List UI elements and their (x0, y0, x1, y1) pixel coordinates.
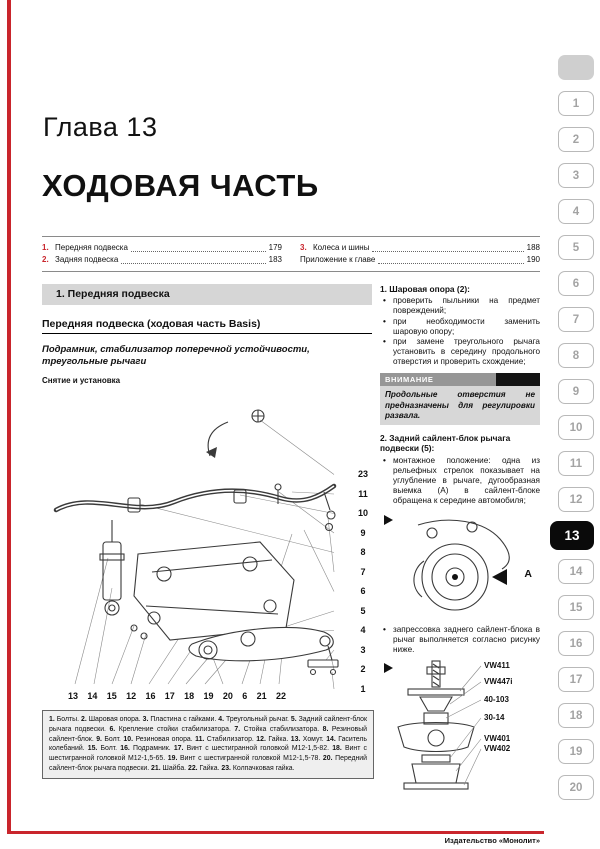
chapter-tab-1[interactable]: 1 (558, 91, 594, 116)
caption-part: 11. Стабилизатор. (195, 735, 257, 743)
caption-part-number: 4. (218, 716, 225, 723)
warning-text: Продольные отверстия не предназначены для регулировки развала. (380, 386, 540, 425)
figure-marker-icon (384, 515, 393, 525)
diagram-callout-22: 22 (275, 691, 286, 701)
bullet-marker-icon: • (383, 624, 386, 634)
diagram-callout-2: 2 (360, 664, 366, 674)
tool-label: VW402 (484, 744, 511, 754)
step2-bullets-after (380, 625, 540, 656)
direction-arrow-icon (492, 569, 507, 585)
diagram-callout-11: 11 (358, 488, 368, 499)
chapter-tab-8[interactable]: 8 (558, 343, 594, 368)
tool-labels (484, 661, 538, 753)
bullet-marker-icon: • (383, 296, 386, 306)
diagram-callout-7: 7 (360, 566, 366, 577)
step-title: 1. Шаровая опора (2): (380, 284, 470, 294)
section-header: 1. Передняя подвеска (42, 284, 372, 305)
chapter-tab-19[interactable]: 19 (558, 739, 594, 764)
toc-entry-page: 190 (526, 255, 540, 264)
chapter-tab-ghost[interactable] (558, 55, 594, 80)
caption-part-number: 6. (109, 725, 116, 733)
caption-part: 18. Винт с шестигранной головкой М12-1,5-65. (49, 745, 367, 763)
caption-part-number: 2. (80, 716, 87, 723)
procedure-title: Снятие и установка (42, 376, 121, 385)
caption-part: 12. Гайка. (256, 735, 291, 743)
chapter-tab-17[interactable]: 17 (558, 667, 594, 692)
chapter-tab-18[interactable]: 18 (558, 703, 594, 728)
bullet-text: монтажное положение: одна из рельефных стрелок показывает на углубление в рычаге, дугообразная выемка (А) в сайлент-блоке обращена к середине автомобиля; (393, 455, 540, 506)
page-title: ХОДОВАЯ ЧАСТЬ (42, 168, 319, 203)
caption-part-number: 12. (256, 735, 266, 743)
caption-part: 2. Шаровая опора. (80, 716, 143, 723)
toc-entry[interactable] (42, 242, 282, 254)
diagram-callout-23: 23 (357, 469, 368, 479)
bullet-text: при необходимости заменить шаровую опору; (393, 316, 540, 336)
caption-part-number: 14. (326, 735, 336, 743)
caption-part-number: 18. (332, 745, 342, 753)
step1-bullets (380, 296, 540, 367)
diagram-callout-9: 9 (360, 527, 366, 538)
toc-entry[interactable] (42, 254, 282, 266)
silent-block-figure (380, 511, 540, 623)
step2-bullets (380, 456, 540, 507)
diagram-callout-19: 19 (203, 691, 214, 701)
instruction-bullet (380, 625, 540, 656)
publisher-note: Издательство «Монолит» (444, 836, 540, 845)
caption-part-number: 23. (221, 764, 231, 772)
caption-part-number: 3. (142, 716, 149, 723)
toc-entry[interactable] (300, 242, 540, 254)
caption-part: 10. Резиновая опора. (123, 735, 196, 743)
caption-part-number: 20. (322, 755, 333, 763)
chapter-tab-11[interactable]: 11 (558, 451, 594, 476)
chapter-tab-7[interactable]: 7 (558, 307, 594, 332)
diagram-callout-18: 18 (184, 691, 195, 701)
diagram-callout-15: 15 (106, 691, 117, 701)
toc-entry-page: 179 (268, 243, 282, 252)
diagram-callout-20: 20 (222, 691, 233, 701)
diagram-callout-8: 8 (360, 547, 366, 557)
toc-entry[interactable] (300, 254, 540, 266)
bullet-text: при замене треугольного рычага установить в середину продольного отверстия и проверить схождение; (393, 336, 540, 367)
diagram-callouts-right (354, 470, 372, 694)
toc-leader-dots (372, 251, 523, 252)
caption-part: 17. Винт с шестигранной головкой М12-1,5-82. (173, 745, 333, 753)
tool-label: 30-14 (484, 713, 505, 723)
step-title: 2. Задний сайлент-блок рычага подвески (5): (380, 433, 511, 454)
diagram-callout-3: 3 (360, 644, 366, 655)
diagram-callouts-bottom (68, 691, 286, 701)
figure-marker-icon (384, 663, 393, 673)
warning-header-block (496, 373, 540, 386)
toc-entry-number: 2. (42, 255, 49, 264)
toc-entry-page: 183 (268, 255, 282, 264)
diagram-callout-10: 10 (357, 508, 368, 518)
caption-part: 6. Крепление стойки стабилизатора. (109, 725, 235, 733)
chapter-tab-5[interactable]: 5 (558, 235, 594, 260)
caption-part: 13. Хомут. (290, 735, 327, 743)
diagram-callout-5: 5 (360, 605, 366, 616)
toc-leader-dots (378, 263, 523, 264)
toc-entry-label: Задняя подвеска (55, 255, 119, 264)
caption-part: 5. Задний сайлент-блок рычага подвески. (49, 716, 367, 733)
table-of-contents (42, 236, 540, 272)
diagram-callout-6: 6 (242, 691, 248, 701)
caption-part: 19. Винт с шестигранной головкой М12-1,5-78. (167, 755, 323, 763)
instruction-bullet (380, 296, 540, 316)
caption-part: 23. Колпачковая гайка. (221, 764, 295, 772)
diagram-callout-4: 4 (360, 625, 366, 635)
caption-part-number: 8. (322, 725, 329, 733)
caption-part-number: 22. (188, 764, 198, 772)
caption-part: 20. Передний сайлент-блок рычага подвески. (49, 755, 367, 772)
arrow-label: A (524, 567, 532, 580)
caption-part-number: 5. (290, 716, 297, 723)
bullet-marker-icon: • (383, 316, 386, 326)
chapter-heading: Глава 13 (43, 112, 158, 142)
press-tools-figure (380, 659, 540, 791)
caption-part: 21. Шайба. (151, 764, 189, 772)
tool-label: VW411 (484, 661, 510, 671)
caption-part-number: 7. (234, 725, 241, 733)
front-suspension-diagram (42, 392, 347, 704)
page-accent-bottom-bar (7, 831, 544, 834)
chapter-tab-2[interactable]: 2 (558, 127, 594, 152)
diagram-caption (42, 710, 374, 779)
toc-leader-dots (131, 251, 266, 252)
caption-part-number: 19. (167, 755, 178, 763)
caption-part: 8. Резиновый сайлент-блок. (49, 725, 367, 743)
caption-part-number: 15. (87, 745, 98, 753)
caption-part-number: 17. (173, 745, 184, 753)
toc-column-left (42, 242, 282, 266)
chapter-tab-12[interactable]: 12 (558, 487, 594, 512)
warning-header (380, 373, 540, 386)
diagram-callout-17: 17 (164, 691, 175, 701)
chapter-tab-16[interactable]: 16 (558, 631, 594, 656)
bullet-marker-icon: • (383, 455, 386, 465)
caption-part: 3. Пластина с гайками. (142, 716, 219, 723)
subsection-lead: Подрамник, стабилизатор поперечной устойчивости, треугольные рычаги (42, 344, 310, 367)
diagram-callout-6: 6 (360, 586, 366, 596)
front-suspension-figure (42, 392, 372, 704)
toc-entry-label: Передняя подвеска (55, 243, 128, 252)
bullet-text: запрессовка заднего сайлент-блока в рычаг выполняется согласно рисунку ниже. (393, 624, 540, 654)
toc-entry-number: 3. (300, 243, 307, 252)
tool-label: 40-103 (484, 695, 509, 705)
subsection-title: Передняя подвеска (ходовая часть Basis) (42, 318, 372, 334)
caption-part-number: 9. (96, 735, 102, 743)
chapter-tab-13[interactable]: 13 (550, 521, 594, 550)
instruction-bullet (380, 337, 540, 368)
caption-part: 4. Треугольный рычаг. (218, 716, 291, 723)
toc-leader-dots (121, 263, 265, 264)
diagram-callout-1: 1 (360, 683, 366, 694)
toc-entry-label: Приложение к главе (300, 255, 376, 264)
toc-entry-page: 188 (526, 243, 540, 252)
chapter-tab-6[interactable]: 6 (558, 271, 594, 296)
caption-part-number: 10. (123, 735, 133, 743)
caption-part-number: 16. (120, 745, 130, 753)
toc-entry-number: 1. (42, 243, 49, 252)
toc-entry-label: Колеса и шины (313, 243, 370, 252)
chapter-tab-3[interactable]: 3 (558, 163, 594, 188)
diagram-callout-21: 21 (256, 691, 267, 701)
diagram-callout-13: 13 (68, 691, 79, 701)
caption-part-number: 1. (49, 716, 55, 723)
tool-label: VW447i (484, 677, 513, 687)
caption-part-number: 21. (151, 764, 161, 772)
right-text-column (380, 284, 540, 791)
caption-part: 9. Болт. (96, 735, 124, 743)
bullet-marker-icon: • (383, 336, 386, 346)
caption-part: 7. Стойка стабилизатора. (234, 725, 323, 733)
caption-part-number: 13. (290, 735, 301, 743)
caption-part: 22. Гайка. (188, 764, 222, 772)
caption-part: 16. Подрамник. (120, 745, 174, 753)
diagram-callout-12: 12 (126, 691, 137, 701)
caption-part: 15. Болт. (87, 745, 121, 753)
diagram-callout-16: 16 (145, 691, 156, 701)
bullet-text: проверить пыльники на предмет повреждений; (393, 296, 540, 316)
instruction-bullet (380, 456, 540, 507)
caption-part: 1. Болты. (49, 716, 81, 723)
chapter-tab-15[interactable]: 15 (558, 595, 594, 620)
warning-box (380, 373, 540, 425)
chapter-tab-14[interactable]: 14 (558, 559, 594, 584)
page-accent-left-bar (7, 0, 11, 834)
chapter-tab-9[interactable]: 9 (558, 379, 594, 404)
instruction-bullet (380, 317, 540, 337)
silent-block-diagram (380, 511, 540, 623)
warning-label: ВНИМАНИЕ (380, 373, 496, 386)
diagram-callout-14: 14 (87, 691, 98, 701)
caption-part-number: 11. (195, 735, 205, 743)
chapter-tab-10[interactable]: 10 (558, 415, 594, 440)
toc-column-right (300, 242, 540, 266)
chapter-tab-4[interactable]: 4 (558, 199, 594, 224)
chapter-tab-strip (546, 55, 594, 800)
chapter-tab-20[interactable]: 20 (558, 775, 594, 800)
tool-label: VW401 (484, 734, 511, 744)
caption-part: 14. Гаситель колебаний. (49, 735, 368, 753)
